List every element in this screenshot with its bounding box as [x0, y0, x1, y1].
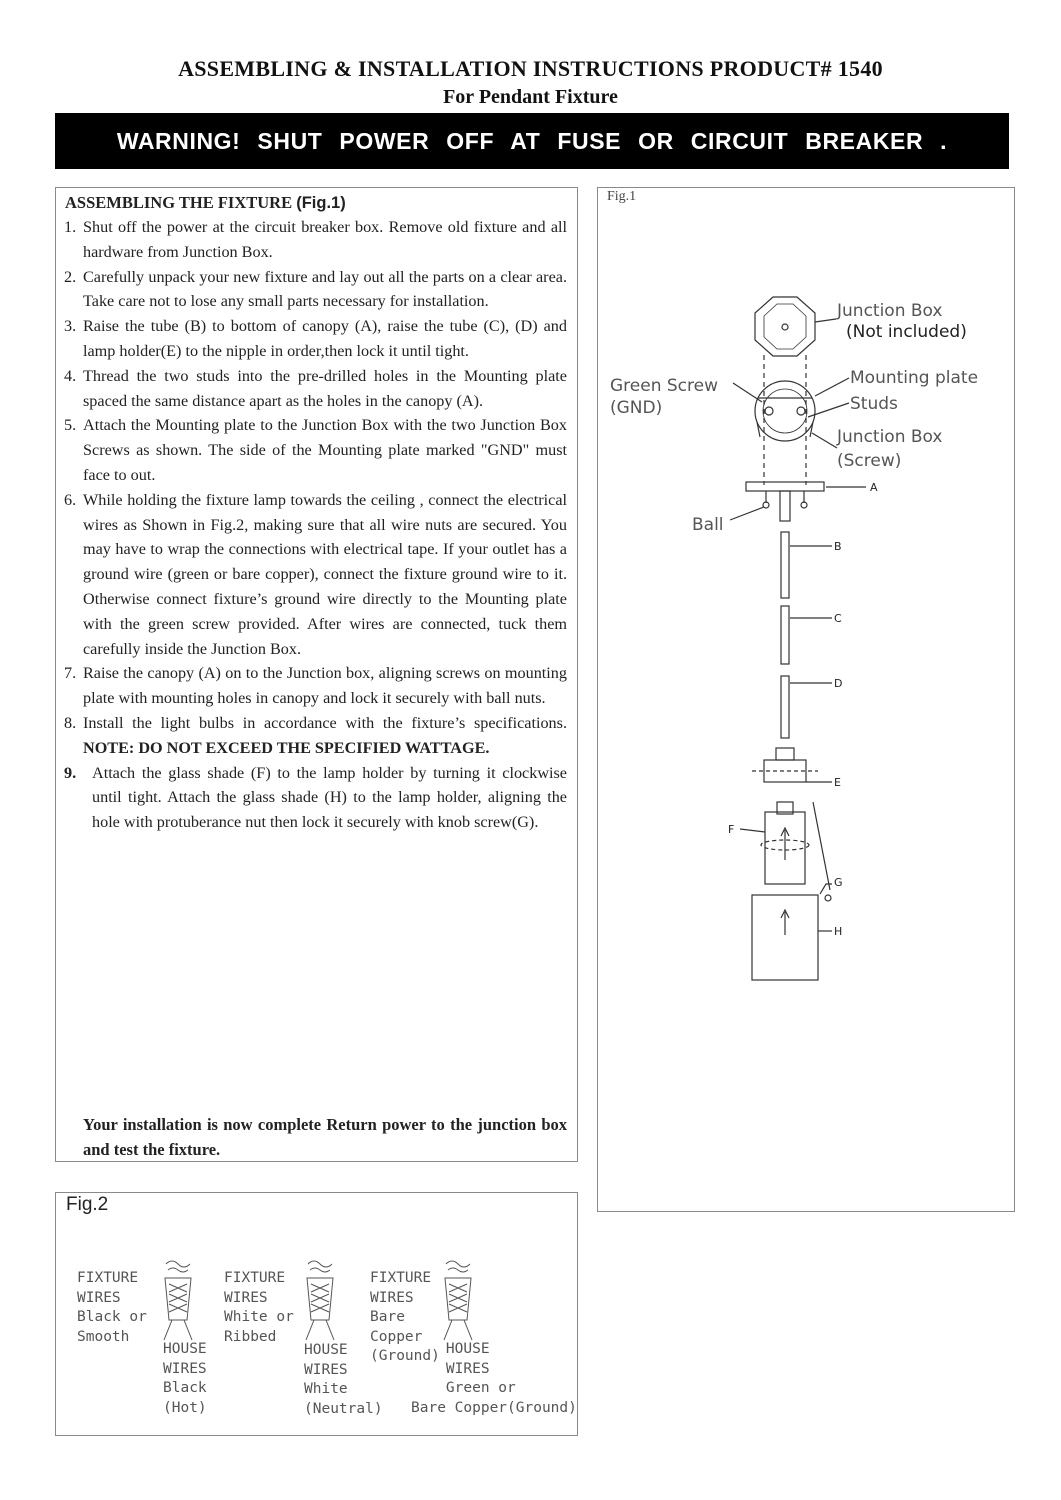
tube-c-shape [781, 606, 789, 664]
part-label-f: F [728, 823, 735, 836]
warning-banner: WARNING! SHUT POWER OFF AT FUSE OR CIRCUIT BREAKER . [55, 113, 1009, 169]
tube-d-shape [781, 676, 789, 738]
callout-gnd: (GND) [610, 398, 663, 418]
fig2-fixture-wires-ground: FIXTURE WIRES Bare Copper (Ground) [370, 1270, 440, 1364]
step-text: While holding the fixture lamp towards the ceiling , connect the electrical wires as Shown in Fig.2, making sure that all wire nuts are secured. You may have to wrap the connections with electrical tape. If your outlet has a ground wire (green or bare copper), connect the fixture ground wire to it. Otherwise connect fixture’s ground wire directly to the Mounting plate with the green screw provided. After wires are connected, tuck them carefully inside the Junction Box. [83, 490, 567, 658]
part-label-d: D [834, 677, 843, 690]
part-label-a: A [870, 481, 878, 494]
step-number: 3. [64, 317, 77, 336]
step-text: Attach the glass shade (F) to the lamp holder by turning it clockwise until tight. Attach the glass shade (H) to the lamp holder, aligning the hole with protuberance nut then lock it securely with knob screw(G). [92, 763, 567, 832]
part-label-e: E [834, 776, 841, 789]
completion-note: Your installation is now complete Return power to the junction box and test the fixture. [83, 1115, 567, 1159]
callout-studs: Studs [850, 394, 898, 414]
step-text: Install the light bulbs in accordance with the fixture’s specifications. [83, 713, 567, 732]
fig2-house-wires-ground: HOUSE WIRES Green or Bare Copper(Ground) [411, 1341, 577, 1416]
step-text: Carefully unpack your new fixture and lay out all the parts on a clear area. Take care not to lose any small parts necessary for installation. [83, 267, 567, 311]
shade-h-shape [752, 895, 818, 980]
part-label-b: B [834, 540, 842, 553]
section-heading-fig: (Fig.1) [296, 194, 346, 212]
tube-b-shape [781, 532, 789, 598]
step-number: 2. [64, 267, 77, 286]
callout-mounting-plate: Mounting plate [850, 368, 979, 388]
step-number: 7. [64, 664, 77, 683]
fig2-label: Fig.2 [66, 1194, 109, 1215]
step-text: Thread the two studs into the pre-drilled holes in the Mounting plate spaced the same distance apart as the holes in the canopy (A). [83, 366, 567, 410]
lamp-holder-shape [764, 760, 806, 782]
step-number: 1. [64, 218, 77, 236]
step-number: 6. [64, 490, 77, 509]
section-heading-text: ASSEMBLING THE FIXTURE [65, 193, 293, 212]
wire-nut-icon [444, 1261, 472, 1340]
callout-ball: Ball [692, 515, 724, 535]
step-text: Attach the Mounting plate to the Junction Box with the two Junction Box Screws as shown. The side of the Mounting plate marked "GND" must face to out. [83, 416, 567, 484]
wattage-note: NOTE: DO NOT EXCEED THE SPECIFIED WATTAGE. [83, 738, 490, 757]
step-number: 8. [64, 713, 77, 732]
callout-junction-box-screw: Junction Box [837, 427, 943, 447]
part-label-g: G [834, 876, 843, 889]
callout-screw: (Screw) [837, 451, 902, 471]
document-subtitle: For Pendant Fixture [443, 86, 618, 108]
step-number: 4. [64, 366, 77, 385]
fig1-label: Fig.1 [607, 189, 637, 204]
step-text: Shut off the power at the circuit breaker box. Remove old fixture and all hardware from Junction Box. [83, 218, 567, 261]
fig2-house-wires-black: HOUSE WIRES Black (Hot) [163, 1341, 207, 1416]
callout-junction-box: Junction Box [837, 301, 943, 321]
step-number: 5. [64, 416, 77, 435]
callout-green-screw: Green Screw [610, 376, 719, 396]
document-title: ASSEMBLING & INSTALLATION INSTRUCTIONS PRODUCT# 1540 [178, 56, 883, 81]
step-text: Raise the tube (B) to bottom of canopy (A), raise the tube (C), (D) and lamp holder(E) to the nipple in order,then lock it until tight. [83, 317, 567, 360]
step-text: Raise the canopy (A) on to the Junction box, aligning screws on mounting plate with mounting holes in canopy and lock it securely with ball nuts. [83, 664, 567, 708]
wire-nut-icon [306, 1261, 334, 1340]
part-label-h: H [834, 925, 843, 938]
callout-not-included: (Not included) [846, 322, 967, 342]
fig2-fixture-wires-white: FIXTURE WIRES White or Ribbed [224, 1270, 294, 1345]
fig2-fixture-wires-black: FIXTURE WIRES Black or Smooth [77, 1270, 147, 1345]
step-number: 9. [64, 763, 77, 782]
fig2-house-wires-white: HOUSE WIRES White (Neutral) [304, 1342, 383, 1417]
wire-nut-icon [164, 1261, 192, 1340]
part-label-c: C [834, 612, 842, 625]
